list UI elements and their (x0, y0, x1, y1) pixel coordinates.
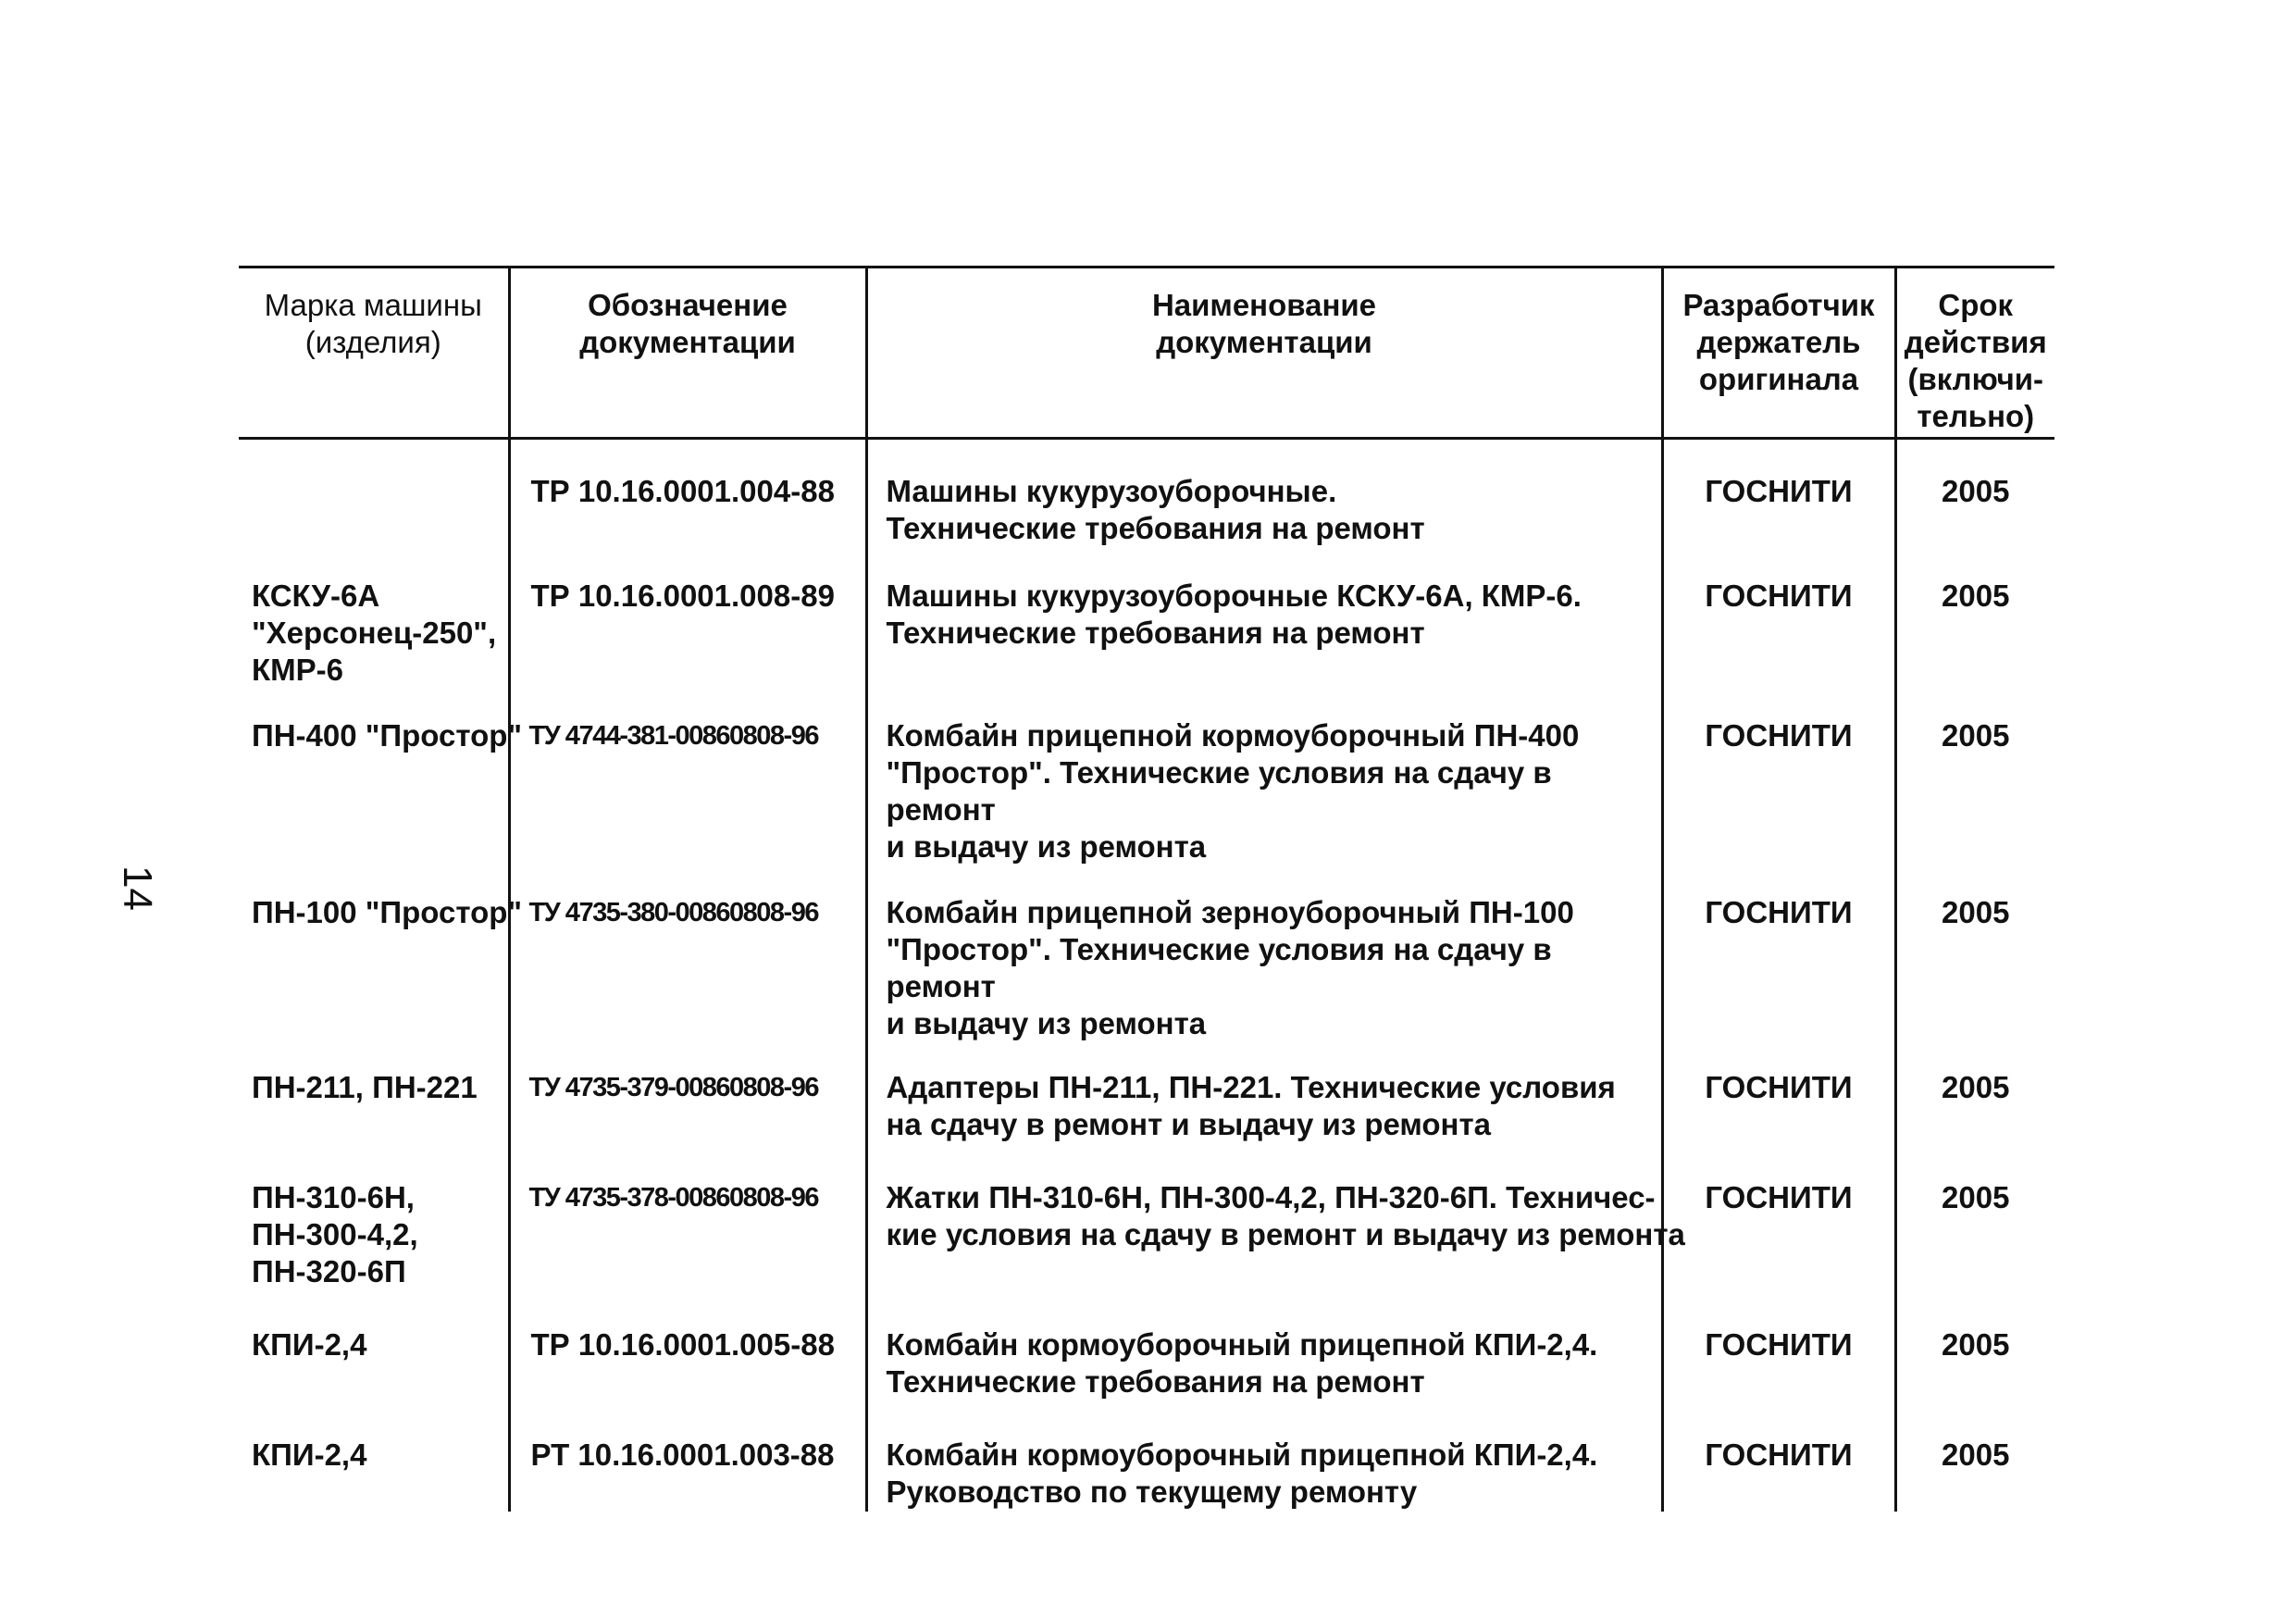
cell-code: ТР 10.16.0001.004-88 (509, 439, 866, 549)
table-row (239, 690, 2054, 866)
table-row (239, 1043, 2054, 1153)
cell-name: Адаптеры ПН-211, ПН-221. Технические условия на сдачу в ремонт и выдачу из ремонта (866, 1043, 1662, 1153)
cell-code: ТР 10.16.0001.008-89 (509, 548, 866, 690)
header-developer: Разработчик держатель оригинала (1662, 268, 1895, 439)
cell-term: 2005 (1895, 548, 2054, 690)
cell-developer: ГОСНИТИ (1662, 866, 1895, 1043)
table-row (239, 866, 2054, 1043)
cell-mark: ПН-400 "Простор" (252, 718, 523, 753)
documentation-table (239, 266, 2054, 1512)
table-row (239, 1301, 2054, 1411)
cell-name: Комбайн прицепной кормоуборочный ПН-400 "Простор". Технические условия на сдачу в ремонт и выдачу из ремонта (866, 690, 1662, 866)
cell-mark (239, 439, 509, 549)
table-row (239, 548, 2054, 690)
header-row (239, 268, 2054, 439)
cell-term: 2005 (1895, 1301, 2054, 1411)
page-number: 14 (115, 865, 160, 911)
cell-term: 2005 (1895, 1411, 2054, 1512)
cell-mark: ПН-211, ПН-221 (252, 1070, 478, 1104)
cell-term: 2005 (1895, 439, 2054, 549)
header-code: Обозначение документации (509, 268, 866, 439)
cell-name: Комбайн кормоуборочный прицепной КПИ-2,4. Руководство по текущему ремонту (866, 1411, 1662, 1512)
cell-code: ТУ 4735-378-00860808-96 (509, 1153, 866, 1301)
cell-developer: ГОСНИТИ (1662, 1153, 1895, 1301)
cell-code: ТР 10.16.0001.005-88 (509, 1301, 866, 1411)
cell-term: 2005 (1895, 690, 2054, 866)
cell-code: ТУ 4735-380-00860808-96 (509, 866, 866, 1043)
cell-developer: ГОСНИТИ (1662, 1411, 1895, 1512)
cell-name: Комбайн кормоуборочный прицепной КПИ-2,4. Технические требования на ремонт (866, 1301, 1662, 1411)
table-row (239, 1411, 2054, 1512)
cell-developer: ГОСНИТИ (1662, 548, 1895, 690)
cell-developer: ГОСНИТИ (1662, 439, 1895, 549)
cell-code: РТ 10.16.0001.003-88 (509, 1411, 866, 1512)
table-row (239, 1153, 2054, 1301)
cell-name: Жатки ПН-310-6Н, ПН-300-4,2, ПН-320-6П. Техничес- кие условия на сдачу в ремонт и выдачу из ремонта (866, 1153, 1662, 1301)
cell-term: 2005 (1895, 866, 2054, 1043)
header-term: Срок действия (включи- тельно) (1895, 268, 2054, 439)
cell-name: Машины кукурузоуборочные. Технические требования на ремонт (866, 439, 1662, 549)
cell-name: Комбайн прицепной зерноуборочный ПН-100 "Простор". Технические условия на сдачу в ремонт и выдачу из ремонта (866, 866, 1662, 1043)
cell-developer: ГОСНИТИ (1662, 1301, 1895, 1411)
cell-developer: ГОСНИТИ (1662, 1043, 1895, 1153)
cell-developer: ГОСНИТИ (1662, 690, 1895, 866)
cell-name: Машины кукурузоуборочные КСКУ-6А, КМР-6. Технические требования на ремонт (866, 548, 1662, 690)
cell-mark: КСКУ-6А "Херсонец-250", КМР-6 (252, 579, 497, 687)
header-mark: Марка машины (изделия) (239, 268, 509, 439)
cell-term: 2005 (1895, 1153, 2054, 1301)
table-row (239, 439, 2054, 549)
cell-code: ТУ 4744-381-00860808-96 (509, 690, 866, 866)
cell-mark: КПИ-2,4 (252, 1327, 367, 1362)
header-name: Наименование документации (866, 268, 1662, 439)
cell-code: ТУ 4735-379-00860808-96 (509, 1043, 866, 1153)
cell-mark: ПН-310-6Н, ПН-300-4,2, ПН-320-6П (252, 1180, 418, 1288)
cell-term: 2005 (1895, 1043, 2054, 1153)
cell-mark: КПИ-2,4 (252, 1438, 367, 1472)
cell-mark: ПН-100 "Простор" (252, 895, 523, 929)
